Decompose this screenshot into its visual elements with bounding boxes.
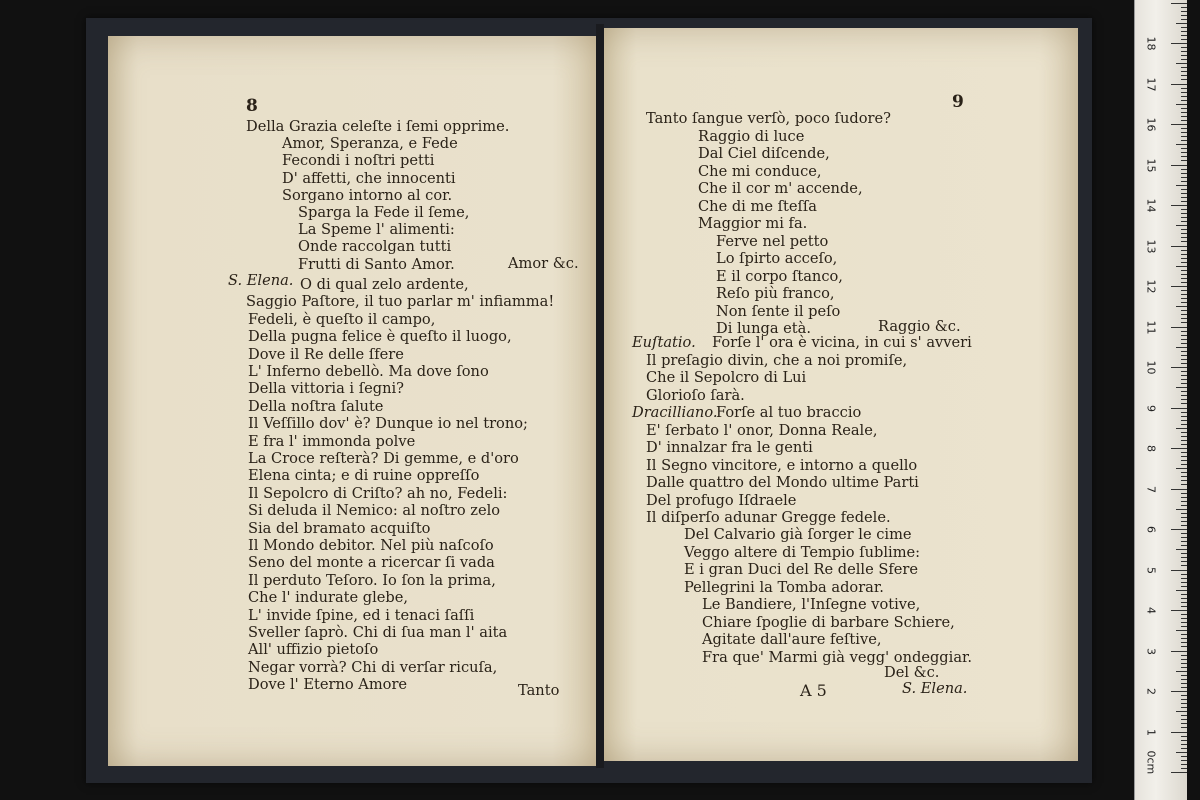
right-line-23: Del profugo Iſdraele [646, 491, 797, 509]
ruler-tick [1171, 286, 1187, 287]
ruler-number: 4 [1144, 607, 1158, 614]
ruler-tick [1181, 229, 1187, 230]
ruler-number: 5 [1144, 566, 1158, 574]
ruler-tick [1181, 646, 1187, 647]
ruler-tick [1181, 7, 1187, 8]
ruler-tick [1171, 732, 1187, 733]
ruler-tick [1181, 501, 1187, 502]
ruler-tick [1176, 468, 1187, 469]
ruler-tick [1181, 424, 1187, 425]
left-line-16: Della vittoria i ſegni? [248, 380, 404, 398]
ruler-tick [1181, 622, 1187, 623]
ruler-tick [1181, 444, 1187, 445]
ruler-tick [1181, 740, 1187, 741]
ruler-tick [1181, 237, 1187, 238]
ruler-tick [1171, 124, 1187, 125]
ruler-tick [1181, 294, 1187, 295]
ruler-tick [1181, 602, 1187, 603]
ruler-tick [1181, 270, 1187, 271]
right-line-22: Dalle quattro del Mondo ultime Parti [646, 474, 919, 491]
ruler-tick [1181, 399, 1187, 400]
ruler-tick [1176, 63, 1187, 64]
ruler-tick [1181, 152, 1187, 153]
left-line-4: D' affetti, che innocenti [282, 169, 456, 187]
ruler-tick [1181, 331, 1187, 332]
left-line-28: Che l' indurate glebe, [248, 589, 409, 607]
ruler-tick [1176, 711, 1187, 712]
ruler-tick [1181, 379, 1187, 380]
right-refrain: Raggio &c. [878, 318, 961, 335]
ruler-number: 13 [1144, 239, 1158, 253]
ruler-tick [1181, 420, 1187, 421]
left-refrain: Amor &c. [508, 255, 579, 272]
ruler-tick [1181, 436, 1187, 437]
ruler-tick [1181, 525, 1187, 526]
ruler-tick [1181, 383, 1187, 384]
left-line-3: Fecondi i noſtri petti [282, 152, 435, 170]
ruler-tick [1181, 258, 1187, 259]
right-line-17: Glorioſo ſarà. [646, 386, 745, 404]
signature-mark: A 5 [800, 681, 827, 700]
right-line-32: Fra que' Marmi già vegg' ondeggiar. [702, 648, 973, 666]
ruler-tick [1181, 140, 1187, 141]
ruler-tick [1181, 703, 1187, 704]
left-line-21: Elena cinta; e di ruine oppreſſo [248, 467, 480, 485]
ruler-tick [1176, 104, 1187, 105]
left-line-25: Il Mondo debitor. Nel più naſcoſo [248, 537, 494, 554]
ruler-tick [1176, 630, 1187, 631]
ruler-tick [1181, 723, 1187, 724]
ruler-tick [1181, 578, 1187, 579]
ruler-tick [1181, 440, 1187, 441]
right-line-18: Forſe al tuo braccio [716, 404, 862, 421]
ruler-tick [1181, 606, 1187, 607]
ruler-tick [1181, 699, 1187, 700]
ruler-tick [1181, 663, 1187, 664]
right-line-20: D' innalzar fra le genti [646, 439, 813, 456]
ruler-tick [1181, 707, 1187, 708]
left-line-9: Frutti di Santo Amor. [298, 255, 455, 273]
ruler-tick [1181, 88, 1187, 89]
ruler-tick [1181, 403, 1187, 404]
ruler-tick [1171, 772, 1187, 773]
ruler-tick [1181, 254, 1187, 255]
right-line-12: Non ſente il peſo [716, 302, 841, 320]
ruler-tick [1181, 574, 1187, 575]
ruler-tick [1171, 651, 1187, 652]
ruler-tick [1181, 642, 1187, 643]
ruler-tick [1181, 15, 1187, 16]
right-line-5: Che il cor m' accende, [698, 180, 863, 197]
right-line-28: Pellegrini la Tomba adorar. [684, 578, 884, 596]
ruler-tick [1181, 314, 1187, 315]
ruler-tick [1171, 327, 1187, 328]
ruler-tick [1181, 659, 1187, 660]
ruler-tick [1181, 128, 1187, 129]
ruler-tick [1181, 363, 1187, 364]
ruler-tick [1181, 537, 1187, 538]
right-line-25: Del Calvario già ſorger le cime [684, 526, 912, 543]
ruler-tick [1181, 484, 1187, 485]
ruler-tick [1181, 634, 1187, 635]
left-line-15: L' Inferno debellò. Ma dove ſono [248, 363, 489, 380]
ruler-tick [1171, 84, 1187, 85]
ruler-tick [1181, 517, 1187, 518]
right-line-8: Ferve nel petto [716, 232, 829, 250]
left-line-8: Onde raccolgan tutti [298, 238, 452, 256]
ruler-tick [1181, 322, 1187, 323]
ruler-tick [1181, 19, 1187, 20]
left-line-10: O di qual zelo ardente, [300, 276, 469, 293]
ruler-tick [1181, 460, 1187, 461]
ruler-tick [1181, 351, 1187, 352]
ruler-tick [1181, 120, 1187, 121]
ruler-tick [1171, 489, 1187, 490]
ruler-tick [1176, 428, 1187, 429]
right-line-26: Veggo altere di Tempio ſublime: [684, 543, 921, 561]
left-line-22: Il Sepolcro di Criſto? ah no, Fedeli: [248, 484, 508, 502]
ruler-tick [1181, 412, 1187, 413]
ruler-tick [1181, 472, 1187, 473]
ruler-tick [1181, 736, 1187, 737]
ruler-tick [1181, 561, 1187, 562]
left-line-27: Il perduto Teſoro. Io ſon la prima, [248, 571, 496, 589]
ruler-tick [1176, 306, 1187, 307]
ruler-tick [1181, 189, 1187, 190]
ruler-tick [1181, 756, 1187, 757]
ruler-tick [1181, 148, 1187, 149]
ruler-tick [1176, 509, 1187, 510]
right-line-6: Che di me ſteſſa [698, 197, 818, 215]
ruler-tick [1181, 173, 1187, 174]
ruler-tick [1181, 715, 1187, 716]
ruler-tick [1171, 165, 1187, 166]
ruler-tick [1181, 100, 1187, 101]
ruler-tick [1181, 262, 1187, 263]
ruler-tick [1176, 387, 1187, 388]
left-line-18: Il Veſſillo dov' è? Dunque io nel trono; [248, 415, 528, 433]
ruler-tick [1181, 221, 1187, 222]
left-line-11: Saggio Paſtore, il tuo parlar m' infiamma! [246, 293, 555, 311]
ruler-tick [1181, 79, 1187, 80]
right-line-16: Che il Sepolcro di Lui [646, 369, 807, 386]
ruler-tick [1181, 586, 1187, 587]
right-page-number: 9 [952, 92, 964, 112]
ruler-tick [1181, 541, 1187, 542]
ruler-tick [1181, 432, 1187, 433]
ruler-tick [1181, 282, 1187, 283]
ruler-tick [1181, 193, 1187, 194]
ruler-tick [1181, 760, 1187, 761]
ruler-tick [1181, 209, 1187, 210]
ruler-number: 10 [1144, 360, 1158, 375]
right-line-13: Di lunga età. [716, 320, 811, 337]
ruler-tick [1181, 687, 1187, 688]
right-line-29: Le Bandiere, l'Inſegne votive, [702, 596, 921, 613]
ruler-tick [1181, 160, 1187, 161]
ruler-tick [1181, 545, 1187, 546]
left-line-30: Sveller ſaprò. Chi di ſua man l' aita [248, 624, 508, 641]
ruler-tick [1181, 480, 1187, 481]
ruler-number: 15 [1144, 158, 1158, 172]
ruler-tick [1181, 513, 1187, 514]
ruler-tick [1181, 67, 1187, 68]
ruler-tick [1181, 51, 1187, 52]
left-speaker: S. Elena. [228, 272, 294, 289]
ruler-tick [1181, 505, 1187, 506]
ruler-tick [1171, 367, 1187, 368]
ruler-tick [1181, 493, 1187, 494]
ruler-tick [1181, 476, 1187, 477]
ruler-tick [1181, 598, 1187, 599]
ruler-tick [1176, 590, 1187, 591]
right-line-9: Lo ſpirto acceſo, [716, 250, 838, 267]
ruler-tick [1181, 213, 1187, 214]
ruler-tick [1181, 764, 1187, 765]
left-line-31: All' uffizio pietoſo [248, 641, 379, 659]
ruler-tick [1181, 675, 1187, 676]
ruler-tick [1181, 302, 1187, 303]
ruler-number: 1 [1144, 728, 1158, 736]
ruler-tick [1181, 744, 1187, 745]
ruler-tick [1176, 23, 1187, 24]
ruler-number: 14 [1144, 198, 1158, 213]
ruler-tick [1181, 618, 1187, 619]
ruler-number: 6 [1144, 526, 1158, 533]
ruler-number: 7 [1144, 485, 1158, 493]
ruler-tick [1181, 719, 1187, 720]
ruler-number: 0cm [1144, 750, 1158, 775]
left-line-26: Seno del monte a ricercar ſi vada [248, 554, 495, 572]
ruler-tick [1181, 497, 1187, 498]
ruler-tick [1181, 92, 1187, 93]
ruler-tick [1181, 59, 1187, 60]
ruler-number: 11 [1144, 320, 1158, 334]
right-line-27: E i gran Duci del Re delle Sfere [684, 561, 919, 578]
ruler-tick [1181, 71, 1187, 72]
right-line-3: Dal Ciel diſcende, [698, 145, 830, 162]
left-line-24: Sia del bramato acquiſto [248, 519, 431, 537]
ruler-tick [1181, 27, 1187, 28]
ruler-tick [1171, 529, 1187, 530]
ruler-tick [1176, 549, 1187, 550]
left-line-12: Fedeli, è queſto il campo, [248, 310, 436, 328]
ruler-tick [1181, 626, 1187, 627]
ruler-tick [1181, 156, 1187, 157]
left-line-6: Sparga la Fede il ſeme, [298, 204, 470, 221]
ruler-tick [1171, 691, 1187, 692]
ruler-tick [1181, 318, 1187, 319]
ruler-tick [1181, 177, 1187, 178]
left-line-13: Della pugna felice è queſto il luogo, [248, 328, 512, 346]
ruler-tick [1181, 391, 1187, 392]
ruler-tick [1181, 112, 1187, 113]
ruler-tick [1176, 185, 1187, 186]
ruler-tick [1176, 225, 1187, 226]
ruler-tick [1181, 241, 1187, 242]
left-line-29: L' invide ſpine, ed i tenaci ſaſſi [248, 606, 475, 624]
ruler-tick [1181, 339, 1187, 340]
ruler-tick [1181, 169, 1187, 170]
right-line-11: Reſo più franco, [716, 285, 835, 302]
ruler-tick [1181, 565, 1187, 566]
ruler-tick [1181, 274, 1187, 275]
ruler-tick [1181, 557, 1187, 558]
ruler-tick [1181, 310, 1187, 311]
ruler-tick [1181, 136, 1187, 137]
right-catchword: S. Elena. [902, 680, 968, 697]
ruler-tick [1181, 521, 1187, 522]
ruler-tick [1171, 205, 1187, 206]
ruler-number: 2 [1144, 688, 1158, 695]
ruler-tick [1176, 671, 1187, 672]
ruler-tick [1176, 347, 1187, 348]
ruler-tick [1181, 96, 1187, 97]
ruler-tick [1176, 144, 1187, 145]
ruler-tick [1181, 456, 1187, 457]
ruler-tick [1181, 31, 1187, 32]
left-page-number: 8 [246, 96, 258, 116]
ruler-tick [1181, 47, 1187, 48]
ruler-tick [1181, 533, 1187, 534]
right-line-4: Che mi conduce, [698, 162, 822, 180]
left-line-14: Dove il Re delle ſfere [248, 345, 404, 363]
left-line-33: Dove l' Eterno Amore [248, 676, 408, 694]
ruler-number: 18 [1144, 36, 1158, 51]
ruler-tick [1181, 371, 1187, 372]
left-line-20: La Croce reſterà? Di gemme, e d'oro [248, 450, 519, 467]
ruler-tick [1181, 375, 1187, 376]
ruler-tick [1181, 278, 1187, 279]
ruler-tick [1181, 768, 1187, 769]
ruler-tick [1181, 683, 1187, 684]
right-line-14: Forſe l' ora è vicina, in cui s' avveri [712, 334, 972, 351]
ruler-tick [1181, 748, 1187, 749]
ruler-tick [1171, 408, 1187, 409]
ruler-tick [1181, 335, 1187, 336]
ruler-tick [1181, 695, 1187, 696]
ruler-tick [1181, 452, 1187, 453]
ruler-tick [1181, 75, 1187, 76]
ruler-tick [1181, 655, 1187, 656]
ruler-tick [1181, 298, 1187, 299]
left-line-32: Negar vorrà? Chi di verſar ricuſa, [248, 658, 498, 676]
ruler-tick [1181, 416, 1187, 417]
ruler-tick [1181, 233, 1187, 234]
left-line-19: E fra l' immonda polve [248, 432, 416, 450]
ruler-tick [1181, 464, 1187, 465]
ruler-tick [1181, 217, 1187, 218]
right-line-31: Agitate dall'aure feſtive, [702, 631, 882, 648]
right-line-33: Del &c. [884, 664, 940, 681]
right-speaker-1: Euſtatio. [632, 334, 696, 351]
ruler-tick [1181, 553, 1187, 554]
ruler-number: 9 [1144, 404, 1158, 412]
ruler-tick [1181, 727, 1187, 728]
ruler-tick [1181, 290, 1187, 291]
ruler-tick [1181, 181, 1187, 182]
ruler-number: 12 [1144, 279, 1158, 294]
ruler-tick [1181, 201, 1187, 202]
ruler-tick [1171, 448, 1187, 449]
ruler-tick [1181, 614, 1187, 615]
ruler-tick [1171, 43, 1187, 44]
book-gutter [596, 24, 604, 768]
right-line-30: Chiare ſpoglie di barbare Schiere, [702, 613, 955, 631]
ruler-tick [1181, 343, 1187, 344]
right-line-21: Il Segno vincitore, e intorno a quello [646, 456, 918, 474]
left-catchword: Tanto [518, 682, 560, 699]
ruler-tick [1181, 638, 1187, 639]
right-line-10: E il corpo ſtanco, [716, 267, 843, 285]
left-line-23: Si deluda il Nemico: al noſtro zelo [248, 502, 501, 520]
ruler-tick [1181, 359, 1187, 360]
ruler-number: 17 [1144, 77, 1158, 91]
ruler-tick [1181, 35, 1187, 36]
ruler-tick [1176, 752, 1187, 753]
right-line-19: E' ſerbato l' onor, Donna Reale, [646, 421, 878, 439]
right-line-1: Tanto ſangue verſò, poco ſudore? [646, 110, 891, 127]
ruler-number: 8 [1144, 445, 1158, 452]
ruler-tick [1181, 395, 1187, 396]
ruler-tick [1171, 246, 1187, 247]
ruler-number: 3 [1144, 647, 1158, 655]
ruler-number: 16 [1144, 117, 1158, 132]
ruler-tick [1181, 582, 1187, 583]
ruler-tick [1171, 570, 1187, 571]
right-speaker-2: Dracilliano. [632, 404, 718, 421]
ruler-tick [1181, 594, 1187, 595]
ruler-tick [1181, 132, 1187, 133]
left-line-7: La Speme l' alimenti: [298, 221, 455, 239]
right-line-24: Il diſperſo adunar Gregge fedele. [646, 509, 891, 526]
ruler-tick [1176, 266, 1187, 267]
ruler-tick [1181, 116, 1187, 117]
ruler-tick [1171, 3, 1187, 4]
ruler-tick [1181, 250, 1187, 251]
right-line-2: Raggio di luce [698, 127, 805, 145]
ruler-tick [1181, 11, 1187, 12]
ruler-tick [1181, 55, 1187, 56]
ruler-tick [1181, 679, 1187, 680]
left-line-17: Della noſtra ſalute [248, 397, 384, 415]
ruler-tick [1181, 39, 1187, 40]
right-line-7: Maggior mi fa. [698, 215, 808, 232]
left-line-2: Amor, Speranza, e Fede [282, 135, 458, 153]
measurement-ruler [1134, 0, 1187, 800]
left-line-5: Sorgano intorno al cor. [282, 186, 453, 204]
ruler-tick [1181, 108, 1187, 109]
right-line-15: Il preſagio divin, che a noi promiſe, [646, 351, 908, 369]
ruler-tick [1181, 355, 1187, 356]
ruler-tick [1181, 197, 1187, 198]
ruler-tick [1181, 667, 1187, 668]
ruler-tick [1171, 610, 1187, 611]
left-line-1: Della Grazia celeſte i ſemi opprime. [246, 118, 510, 135]
